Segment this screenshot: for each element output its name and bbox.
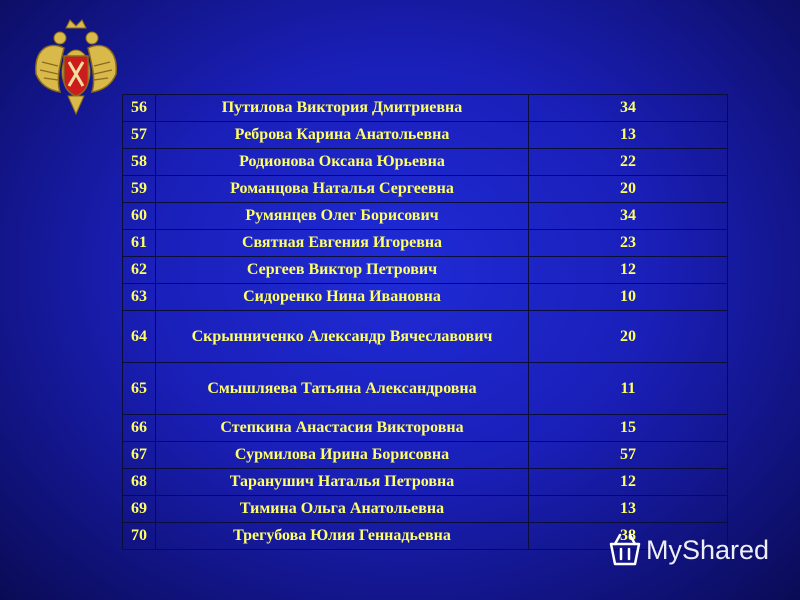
score-value: 34 [529, 95, 728, 122]
person-name: Сидоренко Нина Ивановна [156, 284, 529, 311]
table-row [123, 442, 728, 469]
shopping-basket-icon [608, 532, 642, 568]
table-row [123, 149, 728, 176]
table-row [123, 496, 728, 523]
score-value: 34 [529, 203, 728, 230]
row-number: 67 [123, 442, 156, 469]
table-row [123, 311, 728, 363]
person-name: Сурмилова Ирина Борисовна [156, 442, 529, 469]
watermark-text: MyShared [646, 534, 770, 565]
score-value: 22 [529, 149, 728, 176]
person-name: Румянцев Олег Борисович [156, 203, 529, 230]
table-row [123, 203, 728, 230]
table-row [123, 230, 728, 257]
score-value: 15 [529, 415, 728, 442]
person-name: Путилова Виктория Дмитриевна [156, 95, 529, 122]
row-number: 56 [123, 95, 156, 122]
row-number: 63 [123, 284, 156, 311]
person-name: Романцова Наталья Сергеевна [156, 176, 529, 203]
score-value: 20 [529, 176, 728, 203]
score-value: 23 [529, 230, 728, 257]
row-number: 57 [123, 122, 156, 149]
person-name: Сергеев Виктор Петрович [156, 257, 529, 284]
person-name: Смышляева Татьяна Александровна [156, 363, 529, 415]
person-name: Степкина Анастасия Викторовна [156, 415, 529, 442]
person-name: Родионова Оксана Юрьевна [156, 149, 529, 176]
row-number: 62 [123, 257, 156, 284]
person-name: Святная Евгения Игоревна [156, 230, 529, 257]
row-number: 59 [123, 176, 156, 203]
person-name: Тимина Ольга Анатольевна [156, 496, 529, 523]
score-value: 20 [529, 311, 728, 363]
row-number: 65 [123, 363, 156, 415]
row-number: 69 [123, 496, 156, 523]
myshared-watermark [608, 532, 769, 568]
row-number: 70 [123, 523, 156, 550]
row-number: 68 [123, 469, 156, 496]
score-value: 38 [529, 523, 728, 550]
row-number: 61 [123, 230, 156, 257]
score-value: 11 [529, 363, 728, 415]
person-name: Реброва Карина Анатольевна [156, 122, 529, 149]
table-row [123, 176, 728, 203]
table-row [123, 469, 728, 496]
score-value: 12 [529, 469, 728, 496]
score-value: 57 [529, 442, 728, 469]
table-row [123, 284, 728, 311]
table-row [123, 363, 728, 415]
table-row [123, 122, 728, 149]
score-value: 10 [529, 284, 728, 311]
score-value: 13 [529, 122, 728, 149]
score-value: 13 [529, 496, 728, 523]
row-number: 60 [123, 203, 156, 230]
person-name: Скрынниченко Александр Вячеславович [156, 311, 529, 363]
row-number: 64 [123, 311, 156, 363]
row-number: 58 [123, 149, 156, 176]
results-table [122, 94, 728, 550]
person-name: Трегубова Юлия Геннадьевна [156, 523, 529, 550]
score-value: 12 [529, 257, 728, 284]
table-row [123, 257, 728, 284]
table-row [123, 95, 728, 122]
person-name: Таранушич Наталья Петровна [156, 469, 529, 496]
table-row [123, 415, 728, 442]
coat-of-arms-icon [30, 18, 122, 118]
row-number: 66 [123, 415, 156, 442]
